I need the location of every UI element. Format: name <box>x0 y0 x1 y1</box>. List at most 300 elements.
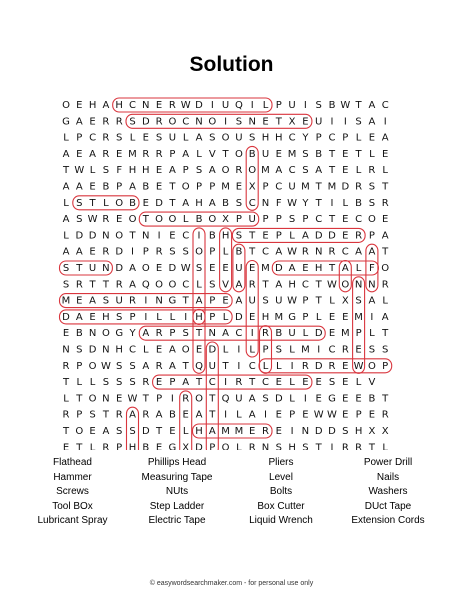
grid-letter: T <box>328 148 336 160</box>
grid-letter: R <box>75 279 83 291</box>
grid-letter: R <box>102 214 110 226</box>
grid-letter: L <box>262 100 269 111</box>
grid-letter: I <box>197 230 201 242</box>
grid-letter: T <box>355 100 362 111</box>
grid-letter: P <box>169 148 176 160</box>
grid-letter: L <box>89 442 96 450</box>
grid-letter: L <box>302 328 309 340</box>
grid-letter: O <box>88 393 97 405</box>
grid-letter: A <box>315 165 323 177</box>
grid-letter: N <box>208 328 217 340</box>
grid-letter: H <box>275 132 283 144</box>
grid-letter: L <box>63 230 69 242</box>
grid-letter: E <box>275 409 282 421</box>
grid-letter: I <box>290 360 294 372</box>
grid-letter: E <box>89 311 96 323</box>
grid-letter: O <box>115 197 124 209</box>
grid-letter: W <box>87 214 98 226</box>
grid-letter: T <box>328 214 336 226</box>
grid-letter: E <box>355 393 362 405</box>
grid-letter: A <box>195 132 203 144</box>
grid-letter: C <box>275 181 283 193</box>
grid-letter: I <box>370 311 374 323</box>
grid-letter: E <box>328 311 336 323</box>
grid-letter: P <box>142 246 149 258</box>
grid-letter: H <box>288 442 296 450</box>
grid-letter: E <box>89 246 96 258</box>
grid-letter: B <box>129 197 136 209</box>
grid-letter: C <box>328 132 336 144</box>
grid-letter: L <box>129 132 136 144</box>
grid-letter: S <box>302 165 309 177</box>
grid-letter: T <box>62 165 70 177</box>
grid-letter: G <box>62 116 70 128</box>
grid-letter: B <box>368 393 376 405</box>
grid-letter: H <box>128 442 137 450</box>
grid-letter: H <box>88 100 97 111</box>
grid-letter: S <box>382 344 389 356</box>
grid-letter: R <box>341 344 349 356</box>
grid-letter: M <box>354 311 363 323</box>
grid-letter: P <box>182 165 189 177</box>
grid-letter: R <box>328 360 336 372</box>
grid-letter: T <box>169 197 176 209</box>
grid-letter: E <box>342 409 349 421</box>
grid-letter: O <box>115 230 124 242</box>
grid-letter: T <box>142 393 149 405</box>
grid-letter: L <box>182 426 189 437</box>
grid-letter: O <box>101 328 110 340</box>
grid-letter: I <box>290 426 294 437</box>
solution-highlight <box>113 98 272 112</box>
grid-letter: I <box>330 116 334 128</box>
grid-letter: S <box>116 377 123 389</box>
grid-letter: C <box>341 246 349 258</box>
grid-letter: R <box>155 360 163 372</box>
grid-letter: C <box>129 344 136 356</box>
word-item: Nails <box>376 471 400 483</box>
solution-highlight <box>246 261 258 358</box>
grid-letter: D <box>208 344 217 356</box>
grid-letter: I <box>303 100 307 111</box>
grid-letter: S <box>368 181 376 193</box>
grid-letter: H <box>115 344 123 356</box>
grid-letter: H <box>195 426 203 437</box>
grid-letter: S <box>89 409 96 421</box>
grid-letter: P <box>169 377 176 389</box>
grid-letter: E <box>116 214 123 226</box>
grid-letter: E <box>328 328 336 340</box>
grid-letter: T <box>328 165 336 177</box>
grid-letter: T <box>102 409 109 421</box>
grid-letter: S <box>102 165 110 177</box>
grid-letter: S <box>328 377 336 389</box>
grid-letter: U <box>315 116 323 128</box>
grid-letter: A <box>75 246 83 258</box>
grid-letter: W <box>327 279 337 291</box>
grid-letter: A <box>195 409 203 421</box>
grid-letter: S <box>102 295 110 307</box>
grid-letter: A <box>89 148 97 160</box>
grid-letter: L <box>196 279 202 291</box>
grid-letter: S <box>116 132 123 144</box>
grid-letter: W <box>340 100 351 111</box>
grid-letter: E <box>89 426 96 437</box>
grid-letter: N <box>102 344 110 356</box>
grid-letter: R <box>301 360 309 372</box>
grid-letter: T <box>275 116 282 128</box>
grid-letter: I <box>343 116 347 128</box>
grid-letter: S <box>129 116 136 128</box>
grid-letter: R <box>129 295 136 307</box>
grid-letter: X <box>341 295 349 307</box>
grid-letter: P <box>262 344 269 356</box>
grid-letter: A <box>341 263 349 274</box>
grid-letter: R <box>115 279 123 291</box>
grid-letter: R <box>142 409 150 421</box>
grid-letter: E <box>155 165 163 177</box>
grid-letter: G <box>288 311 296 323</box>
grid-letter: T <box>315 181 322 193</box>
grid-letter: I <box>237 360 241 372</box>
grid-letter: A <box>182 148 190 160</box>
grid-letter: P <box>76 132 83 144</box>
grid-letter: A <box>182 377 190 389</box>
grid-letter: E <box>262 116 269 128</box>
grid-letter: T <box>382 246 389 258</box>
solution-highlight <box>126 114 312 128</box>
grid-letter: E <box>315 393 322 405</box>
grid-letter: G <box>328 393 336 405</box>
grid-letter: P <box>289 409 296 421</box>
grid-letter: V <box>222 279 230 291</box>
grid-letter: A <box>75 116 83 128</box>
grid-letter: T <box>182 360 189 372</box>
grid-letter: O <box>341 279 350 291</box>
grid-letter: E <box>209 263 216 274</box>
grid-letter: I <box>224 377 228 389</box>
grid-letter: A <box>129 409 136 421</box>
grid-letter: L <box>222 344 229 356</box>
grid-letter: S <box>355 295 362 307</box>
grid-letter: A <box>288 263 296 274</box>
grid-letter: I <box>144 295 148 307</box>
grid-letter: S <box>195 165 203 177</box>
grid-letter: C <box>235 328 243 340</box>
grid-letter: L <box>103 197 109 209</box>
grid-letter: N <box>142 230 150 242</box>
grid-letter: R <box>142 148 150 160</box>
grid-letter: O <box>141 263 150 274</box>
word-item: Electric Tape <box>148 515 206 527</box>
grid-letter: N <box>195 116 203 128</box>
grid-letter: I <box>224 409 228 421</box>
grid-letter: E <box>342 165 349 177</box>
grid-letter: O <box>155 214 164 226</box>
grid-letter: R <box>102 148 110 160</box>
grid-letter: L <box>382 165 388 177</box>
grid-letter: O <box>208 214 217 226</box>
grid-letter: E <box>89 181 96 193</box>
grid-letter: E <box>222 295 229 307</box>
grid-letter: X <box>222 214 230 226</box>
grid-letter: C <box>208 377 216 389</box>
grid-letter: H <box>195 197 203 209</box>
grid-letter: S <box>275 442 282 450</box>
grid-letter: C <box>301 279 309 291</box>
grid-letter: I <box>264 409 267 421</box>
grid-letter: I <box>330 442 334 450</box>
grid-letter: F <box>116 165 123 177</box>
grid-letter: O <box>75 426 84 437</box>
grid-letter: M <box>128 148 137 160</box>
grid-letter: B <box>248 148 256 160</box>
grid-letter: L <box>236 409 242 421</box>
grid-letter: R <box>182 393 190 405</box>
grid-letter: A <box>168 360 176 372</box>
grid-letter: L <box>289 230 295 242</box>
grid-letter: T <box>222 148 229 160</box>
grid-letter: E <box>76 100 83 111</box>
grid-letter: E <box>275 377 282 389</box>
grid-letter: B <box>102 181 110 193</box>
grid-letter: I <box>330 197 334 209</box>
grid-letter: E <box>155 263 163 274</box>
grid-letter: O <box>208 116 217 128</box>
grid-letter: M <box>261 263 270 274</box>
word-item: Step Ladder <box>149 500 205 512</box>
grid-letter: L <box>289 377 295 389</box>
grid-letter: Y <box>129 328 136 340</box>
grid-letter: B <box>142 181 150 193</box>
grid-letter: C <box>248 360 256 372</box>
grid-letter: T <box>249 246 256 258</box>
grid-letter: L <box>329 295 335 307</box>
grid-letter: A <box>368 100 376 111</box>
grid-letter: E <box>142 132 149 144</box>
grid-letter: S <box>76 197 83 209</box>
grid-letter: E <box>169 230 176 242</box>
grid-letter: M <box>274 311 284 323</box>
grid-letter: S <box>262 295 269 307</box>
grid-letter: S <box>275 344 282 356</box>
grid-letter: G <box>168 295 177 307</box>
grid-letter: P <box>156 393 163 405</box>
grid-letter: C <box>89 132 97 144</box>
grid-letter: B <box>235 246 243 258</box>
grid-letter: L <box>182 214 189 226</box>
grid-letter: L <box>289 393 295 405</box>
grid-letter: E <box>275 426 282 437</box>
grid-letter: T <box>222 360 229 372</box>
grid-letter: O <box>62 100 70 111</box>
grid-letter: T <box>195 377 203 389</box>
grid-letter: N <box>301 426 310 437</box>
grid-letter: O <box>181 344 190 356</box>
grid-letter: H <box>115 100 123 111</box>
grid-letter: R <box>262 426 269 437</box>
grid-letter: A <box>102 426 110 437</box>
grid-letter: E <box>342 360 349 372</box>
grid-letter: Q <box>195 360 203 372</box>
word-item: Extension Cords <box>351 515 425 527</box>
grid-letter: P <box>169 328 176 340</box>
grid-letter: H <box>102 311 110 323</box>
grid-letter: A <box>89 295 97 307</box>
grid-letter: U <box>235 393 243 405</box>
grid-letter: G <box>168 442 177 450</box>
grid-letter: P <box>209 311 216 323</box>
grid-letter: U <box>288 328 296 340</box>
grid-letter: R <box>142 377 150 389</box>
grid-letter: D <box>141 426 150 437</box>
grid-letter: P <box>116 181 123 193</box>
grid-letter: U <box>168 132 177 144</box>
grid-letter: C <box>262 246 269 258</box>
grid-letter: F <box>275 197 282 209</box>
grid-letter: D <box>274 263 283 274</box>
grid-letter: A <box>275 279 283 291</box>
grid-letter: E <box>342 311 349 323</box>
grid-letter: A <box>248 393 256 405</box>
grid-letter: P <box>382 360 389 372</box>
grid-letter: U <box>208 360 216 372</box>
grid-letter: B <box>195 214 203 226</box>
grid-letter: M <box>221 426 230 437</box>
grid-letter: T <box>262 279 269 291</box>
grid-letter: L <box>382 295 388 307</box>
grid-letter: M <box>221 181 230 193</box>
word-item: DUct Tape <box>364 500 412 512</box>
grid-letter: S <box>129 360 136 372</box>
grid-letter: S <box>76 344 83 356</box>
grid-letter: R <box>381 197 389 209</box>
copyright-footer: © easywordsearchmaker.com - for personal use only <box>149 580 314 587</box>
grid-letter: V <box>208 148 216 160</box>
grid-letter: A <box>381 230 389 242</box>
grid-letter: L <box>315 311 322 323</box>
grid-letter: T <box>89 279 96 291</box>
grid-letter: R <box>368 165 376 177</box>
grid-letter: A <box>75 311 83 323</box>
grid-letter: I <box>250 100 254 111</box>
grid-letter: E <box>155 344 163 356</box>
grid-letter: L <box>143 344 149 356</box>
grid-letter: E <box>342 214 349 226</box>
grid-letter: E <box>342 377 349 389</box>
grid-letter: A <box>168 344 176 356</box>
grid-letter: O <box>88 360 97 372</box>
grid-letter: M <box>301 344 310 356</box>
grid-letter: S <box>62 279 70 291</box>
grid-letter: T <box>315 197 322 209</box>
word-item: Lubricant Spray <box>37 515 108 527</box>
grid-letter: U <box>248 214 256 226</box>
word-item: Phillips Head <box>147 457 207 468</box>
grid-letter: C <box>129 100 136 111</box>
page-title: Solution <box>189 53 274 76</box>
grid-letter: T <box>142 214 149 226</box>
grid-letter: N <box>248 116 256 128</box>
grid-letter: N <box>155 295 163 307</box>
grid-letter: E <box>155 442 163 450</box>
grid-letter: M <box>234 426 244 437</box>
grid-letter: L <box>222 311 229 323</box>
grid-letter: H <box>221 230 230 242</box>
grid-letter: L <box>355 165 362 177</box>
grid-letter: C <box>288 132 296 144</box>
grid-letter: E <box>302 377 309 389</box>
grid-letter: L <box>382 442 388 450</box>
grid-letter: R <box>235 377 243 389</box>
grid-letter: T <box>382 328 389 340</box>
grid-letter: D <box>155 197 163 209</box>
grid-letter: T <box>315 295 322 307</box>
grid-letter: T <box>129 230 136 242</box>
grid-letter: E <box>342 230 349 242</box>
grid-letter: M <box>301 181 310 193</box>
grid-letter: B <box>222 197 230 209</box>
grid-letter: L <box>76 377 83 389</box>
grid-letter: T <box>249 377 256 389</box>
grid-letter: E <box>249 263 256 274</box>
grid-letter: I <box>144 311 148 323</box>
grid-letter: I <box>383 116 387 128</box>
grid-letter: E <box>155 100 163 111</box>
grid-letter: E <box>195 344 203 356</box>
grid-letter: P <box>76 409 83 421</box>
grid-letter: L <box>355 263 362 274</box>
grid-letter: M <box>340 328 350 340</box>
grid-letter: U <box>115 295 123 307</box>
grid-letter: A <box>129 279 136 291</box>
grid-letter: D <box>314 426 323 437</box>
grid-letter: I <box>237 344 241 356</box>
grid-letter: L <box>355 132 362 144</box>
grid-letter: A <box>301 230 309 242</box>
grid-letter: L <box>182 132 189 144</box>
grid-letter: P <box>262 181 269 193</box>
grid-letter: E <box>182 409 189 421</box>
grid-letter: Q <box>141 279 150 291</box>
grid-letter: R <box>355 442 363 450</box>
grid-letter: D <box>341 181 350 193</box>
grid-letter: R <box>155 328 163 340</box>
grid-letter: A <box>381 311 389 323</box>
grid-letter: E <box>155 181 163 193</box>
grid-letter: L <box>369 328 375 340</box>
grid-letter: C <box>182 230 190 242</box>
grid-letter: P <box>302 311 309 323</box>
grid-letter: T <box>315 279 322 291</box>
grid-letter: W <box>353 360 364 372</box>
grid-letter: O <box>128 214 137 226</box>
grid-letter: W <box>74 165 85 177</box>
grid-letter: O <box>155 279 164 291</box>
grid-letter: A <box>62 148 70 160</box>
grid-letter: E <box>116 393 123 405</box>
grid-letter: D <box>314 230 323 242</box>
grid-letter: B <box>142 442 150 450</box>
grid-letter: P <box>235 214 242 226</box>
word-item: Level <box>269 471 293 483</box>
grid-letter: M <box>287 148 297 160</box>
grid-letter: R <box>301 246 309 258</box>
grid-letter: T <box>156 426 163 437</box>
grid-letter: I <box>250 328 254 340</box>
grid-letter: P <box>342 132 349 144</box>
grid-letter: H <box>261 311 270 323</box>
